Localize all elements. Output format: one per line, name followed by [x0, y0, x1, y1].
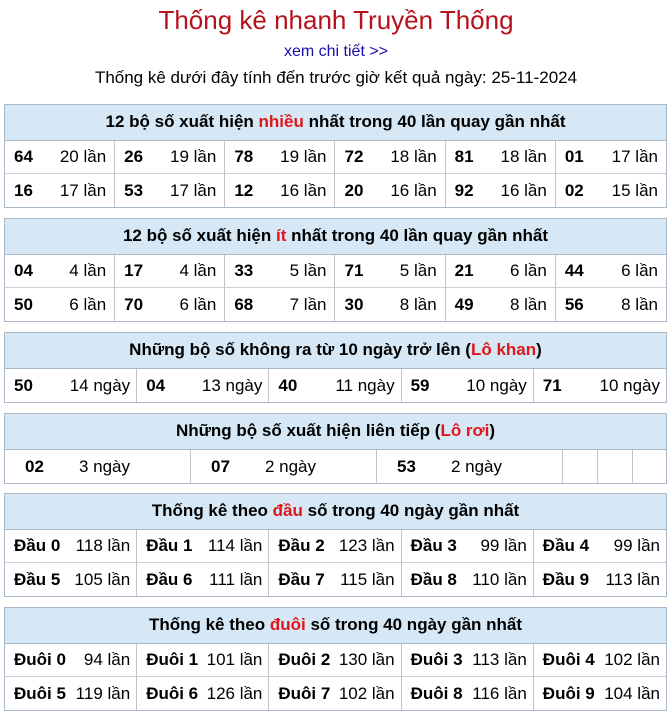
stat-count: 126 lần: [206, 683, 263, 703]
stat-cell: [225, 255, 335, 288]
stat-number: 50: [14, 294, 33, 314]
stat-cell: [115, 288, 225, 321]
heading-highlight: Lô rơi: [440, 421, 490, 440]
stat-number: 64: [14, 147, 33, 166]
stat-count: 14 ngày: [69, 375, 131, 395]
stat-number: 44: [564, 261, 584, 280]
stat-number: 56: [564, 294, 584, 314]
stat-count: 18 lần: [500, 147, 547, 166]
least-frequent-heading: [5, 219, 666, 255]
stat-number: 21: [454, 261, 474, 280]
stat-number: 53: [397, 456, 416, 476]
stat-number: 50: [14, 375, 33, 395]
stat-count: 102 lần: [338, 683, 395, 703]
stat-cell: [402, 563, 534, 596]
stat-count: 94 lần: [83, 650, 131, 669]
heading-highlight: đuôi: [269, 615, 306, 634]
stat-count: 113 lần: [472, 650, 527, 669]
stat-cell: [137, 369, 269, 402]
dau-grid: [5, 530, 666, 596]
stat-number: Đuôi 1: [146, 650, 199, 669]
least-frequent-block: [4, 218, 667, 322]
lo-roi-block: [4, 413, 667, 484]
stat-cell: [556, 141, 666, 174]
stat-cell: [5, 530, 137, 563]
stat-cell: [191, 450, 377, 483]
stat-number: 26: [124, 147, 144, 166]
stat-count: 16 lần: [500, 180, 547, 200]
stat-cell: [137, 563, 269, 596]
lo-roi-heading: [5, 414, 666, 450]
heading-text: ): [536, 340, 542, 359]
stat-number: Đầu 7: [278, 569, 325, 589]
stat-cell: [335, 255, 445, 288]
stat-number: 04: [14, 261, 33, 280]
page-title: Thống kê nhanh Truyền Thống: [158, 5, 514, 35]
stat-count: 5 lần: [399, 261, 437, 280]
stat-cell: [225, 288, 335, 321]
stat-cell: [377, 450, 563, 483]
stat-cell: [402, 644, 534, 677]
stat-number: Đuôi 7: [278, 683, 331, 703]
detail-link[interactable]: [0, 43, 672, 61]
stat-count: 5 lần: [289, 261, 327, 280]
heading-text: nhất trong 40 lần quay gần nhất: [303, 112, 566, 131]
stat-count: 4 lần: [179, 261, 217, 280]
dau-heading: [5, 494, 666, 530]
stat-count: 114 lần: [207, 536, 263, 555]
stat-number: 70: [124, 294, 144, 314]
duoi-block: [4, 607, 667, 711]
stat-number: 49: [454, 294, 474, 314]
stat-count: 16 lần: [390, 180, 437, 200]
stat-number: Đuôi 2: [278, 650, 331, 669]
stat-count: 102 lần: [604, 650, 660, 669]
stat-number: Đuôi 6: [146, 683, 199, 703]
stat-count: 19 lần: [170, 147, 217, 166]
heading-text: Thống kê theo: [148, 615, 270, 634]
stat-count: 3 ngày: [78, 456, 130, 476]
heading-highlight: Lô khan: [470, 340, 537, 359]
stat-number: 92: [454, 180, 474, 200]
heading-text: Những bộ số xuất hiện liên tiếp (: [175, 421, 441, 440]
stat-count: 104 lần: [604, 683, 660, 703]
stat-number: 04: [146, 375, 166, 395]
stat-count: 6 lần: [509, 261, 547, 280]
heading-text: Những bộ số không ra từ 10 ngày trở lên (: [129, 340, 471, 359]
stat-cell: [534, 369, 666, 402]
stat-cell: [115, 255, 225, 288]
stat-cell: [534, 677, 666, 710]
empty-cell: [633, 450, 668, 483]
stat-cell: [446, 288, 556, 321]
stat-count: 115 lần: [340, 569, 395, 589]
stat-cell: [5, 174, 115, 207]
stat-number: Đầu 4: [542, 536, 590, 555]
stat-number: 81: [454, 147, 474, 166]
heading-highlight: đầu: [272, 501, 303, 520]
stat-cell: [446, 255, 556, 288]
most-frequent-heading: [5, 105, 666, 141]
stat-number: Đầu 2: [278, 536, 325, 555]
duoi-heading: [5, 608, 666, 644]
stat-count: 8 lần: [399, 294, 437, 314]
stat-count: 19 lần: [280, 147, 327, 166]
stat-number: 40: [278, 375, 298, 395]
stat-number: 30: [344, 294, 364, 314]
stat-cell: [5, 369, 137, 402]
stat-cell: [402, 369, 534, 402]
stat-count: 17 lần: [611, 147, 658, 166]
least-frequent-grid: [5, 255, 666, 321]
stat-number: 16: [14, 180, 33, 200]
stat-count: 15 lần: [611, 180, 658, 200]
stat-number: 78: [234, 147, 254, 166]
stat-cell: [335, 288, 445, 321]
stat-number: Đầu 6: [146, 569, 193, 589]
stat-count: 11 ngày: [335, 375, 395, 395]
heading-text: 12 bộ số xuất hiện: [105, 112, 259, 131]
stat-cell: [5, 255, 115, 288]
heading-text: nhất trong 40 lần quay gần nhất: [286, 226, 549, 245]
stat-cell: [115, 174, 225, 207]
stat-cell: [335, 174, 445, 207]
stat-number: Đuôi 4: [542, 650, 595, 669]
stat-number: 02: [564, 180, 584, 200]
stat-number: 20: [344, 180, 364, 200]
heading-text: Thống kê theo: [151, 501, 273, 520]
stat-number: 72: [344, 147, 364, 166]
stat-cell: [5, 644, 137, 677]
stat-count: 2 ngày: [450, 456, 502, 476]
stat-count: 8 lần: [509, 294, 547, 314]
empty-cell: [563, 450, 598, 483]
stat-count: 6 lần: [621, 261, 658, 280]
stat-number: Đầu 5: [14, 569, 61, 589]
stat-number: 12: [234, 180, 254, 200]
dau-block: [4, 493, 667, 597]
lo-khan-block: [4, 332, 667, 403]
stat-count: 6 lần: [179, 294, 217, 314]
stat-count: 116 lần: [472, 683, 527, 703]
stat-count: 99 lần: [613, 536, 660, 555]
stat-cell: [402, 677, 534, 710]
stat-number: Đầu 9: [542, 569, 590, 589]
stat-cell: [5, 141, 115, 174]
stat-cell: [534, 563, 666, 596]
stat-count: 101 lần: [206, 650, 263, 669]
stat-number: Đuôi 3: [410, 650, 463, 669]
stat-count: 20 lần: [59, 147, 107, 166]
heading-highlight: ít: [276, 226, 287, 245]
stat-number: Đầu 8: [410, 569, 457, 589]
stat-count: 110 lần: [472, 569, 527, 589]
stat-count: 119 lần: [75, 683, 131, 703]
stat-cell: [225, 141, 335, 174]
stat-number: 53: [124, 180, 144, 200]
stat-count: 130 lần: [338, 650, 395, 669]
stat-cell: [556, 255, 666, 288]
stat-number: Đuôi 8: [410, 683, 463, 703]
page-subtitle: Thống kê dưới đây tính đến trước giờ kết quả ngày: 25-11-2024: [94, 68, 578, 87]
stat-number: 71: [344, 261, 364, 280]
stat-count: 99 lần: [480, 536, 527, 555]
stat-count: 8 lần: [621, 294, 658, 314]
stat-cell: [5, 450, 191, 483]
duoi-grid: [5, 644, 666, 710]
stat-number: 17: [124, 261, 144, 280]
stat-cell: [5, 563, 137, 596]
stat-count: 113 lần: [605, 569, 660, 589]
stat-cell: [269, 644, 401, 677]
stat-cell: [225, 174, 335, 207]
stat-cell: [446, 174, 556, 207]
stat-number: Đầu 1: [146, 536, 193, 555]
heading-highlight: nhiều: [258, 112, 304, 131]
stat-cell: [534, 530, 666, 563]
most-frequent-block: [4, 104, 667, 208]
stat-count: 17 lần: [59, 180, 107, 200]
stat-cell: [5, 677, 137, 710]
stat-count: 18 lần: [390, 147, 437, 166]
stat-cell: [269, 563, 401, 596]
stat-count: 111 lần: [209, 569, 263, 589]
stat-cell: [534, 644, 666, 677]
stat-cell: [5, 288, 115, 321]
heading-text: ): [489, 421, 496, 440]
stat-count: 4 lần: [69, 261, 107, 280]
stat-number: 68: [234, 294, 254, 314]
stat-count: 10 ngày: [466, 375, 527, 395]
stat-number: Đuôi 0: [14, 650, 66, 669]
stat-cell: [556, 174, 666, 207]
stat-cell: [115, 141, 225, 174]
stat-number: 01: [564, 147, 584, 166]
stat-cell: [269, 530, 401, 563]
stat-count: 7 lần: [289, 294, 327, 314]
stat-number: 02: [25, 456, 44, 476]
stat-cell: [137, 530, 269, 563]
stat-count: 10 ngày: [599, 375, 660, 395]
stat-cell: [335, 141, 445, 174]
stat-cell: [402, 530, 534, 563]
heading-text: số trong 40 ngày gần nhất: [305, 615, 523, 634]
heading-text: 12 bộ số xuất hiện: [122, 226, 276, 245]
stat-cell: [446, 141, 556, 174]
stat-number: 59: [410, 375, 430, 395]
stat-cell: [269, 369, 401, 402]
stat-count: 16 lần: [280, 180, 327, 200]
lo-khan-grid: [5, 369, 666, 402]
stat-count: 6 lần: [69, 294, 107, 314]
stat-cell: [269, 677, 401, 710]
stat-number: Đuôi 9: [542, 683, 595, 703]
lo-khan-heading: [5, 333, 666, 369]
detail-link-label[interactable]: xem chi tiết >>: [283, 43, 389, 60]
stat-number: 71: [542, 375, 562, 395]
stat-number: 33: [234, 261, 254, 280]
stat-count: 13 ngày: [201, 375, 263, 395]
stat-cell: [556, 288, 666, 321]
stat-number: Đuôi 5: [14, 683, 66, 703]
most-frequent-grid: [5, 141, 666, 207]
stat-count: 17 lần: [170, 180, 217, 200]
stat-count: 2 ngày: [264, 456, 316, 476]
stat-count: 118 lần: [75, 536, 131, 555]
stat-count: 123 lần: [338, 536, 395, 555]
stat-cell: [137, 644, 269, 677]
stat-cell: [137, 677, 269, 710]
stat-number: Đầu 3: [410, 536, 457, 555]
lo-roi-grid: [5, 450, 666, 483]
stat-number: 07: [211, 456, 230, 476]
stat-count: 105 lần: [74, 569, 131, 589]
stat-number: Đầu 0: [14, 536, 61, 555]
heading-text: số trong 40 ngày gần nhất: [302, 501, 520, 520]
empty-cell: [598, 450, 633, 483]
